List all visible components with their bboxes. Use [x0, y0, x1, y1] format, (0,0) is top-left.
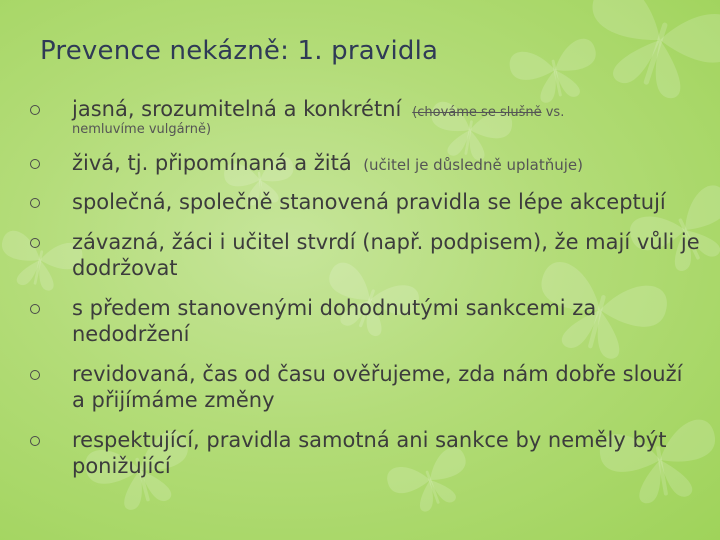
list-item [30, 427, 700, 479]
item-text: revidovaná, čas od času ověřujeme, zda nám dobře slouží a přijímáme změny [72, 362, 683, 412]
item-text: závazná, žáci i učitel stvrdí (např. podpisem), že mají vůli je dodržovat [72, 230, 700, 280]
list-item [30, 295, 700, 347]
slide-title: Prevence nekázně: 1. pravidla [40, 36, 439, 66]
item-text: s předem stanovenými dohodnutými sankcemi za nedodržení [72, 296, 597, 346]
item-note-line2: nemluvíme vulgárně) [72, 122, 212, 137]
bullet-circle-icon [30, 105, 40, 115]
list-item [30, 229, 700, 281]
list-item [30, 150, 700, 176]
item-text: jasná, srozumitelná a konkrétní [72, 97, 402, 121]
bullet-list [30, 96, 700, 479]
bullet-circle-icon [30, 198, 40, 208]
item-text: živá, tj. připomínaná a žitá [72, 151, 352, 175]
item-text: respektující, pravidla samotná ani sankce by neměly být ponižující [72, 428, 667, 478]
list-item [30, 189, 700, 215]
list-item [30, 96, 700, 138]
bullet-circle-icon [30, 370, 40, 380]
item-note: (chováme se slušně vs. [412, 105, 565, 120]
item-note: (učitel je důsledně uplatňuje) [363, 156, 583, 174]
item-text: společná, společně stanovená pravidla se lépe akceptují [72, 190, 666, 214]
list-item [30, 361, 700, 413]
bullet-circle-icon [30, 436, 40, 446]
bullet-circle-icon [30, 304, 40, 314]
bullet-circle-icon [30, 238, 40, 248]
bullet-circle-icon [30, 159, 40, 169]
